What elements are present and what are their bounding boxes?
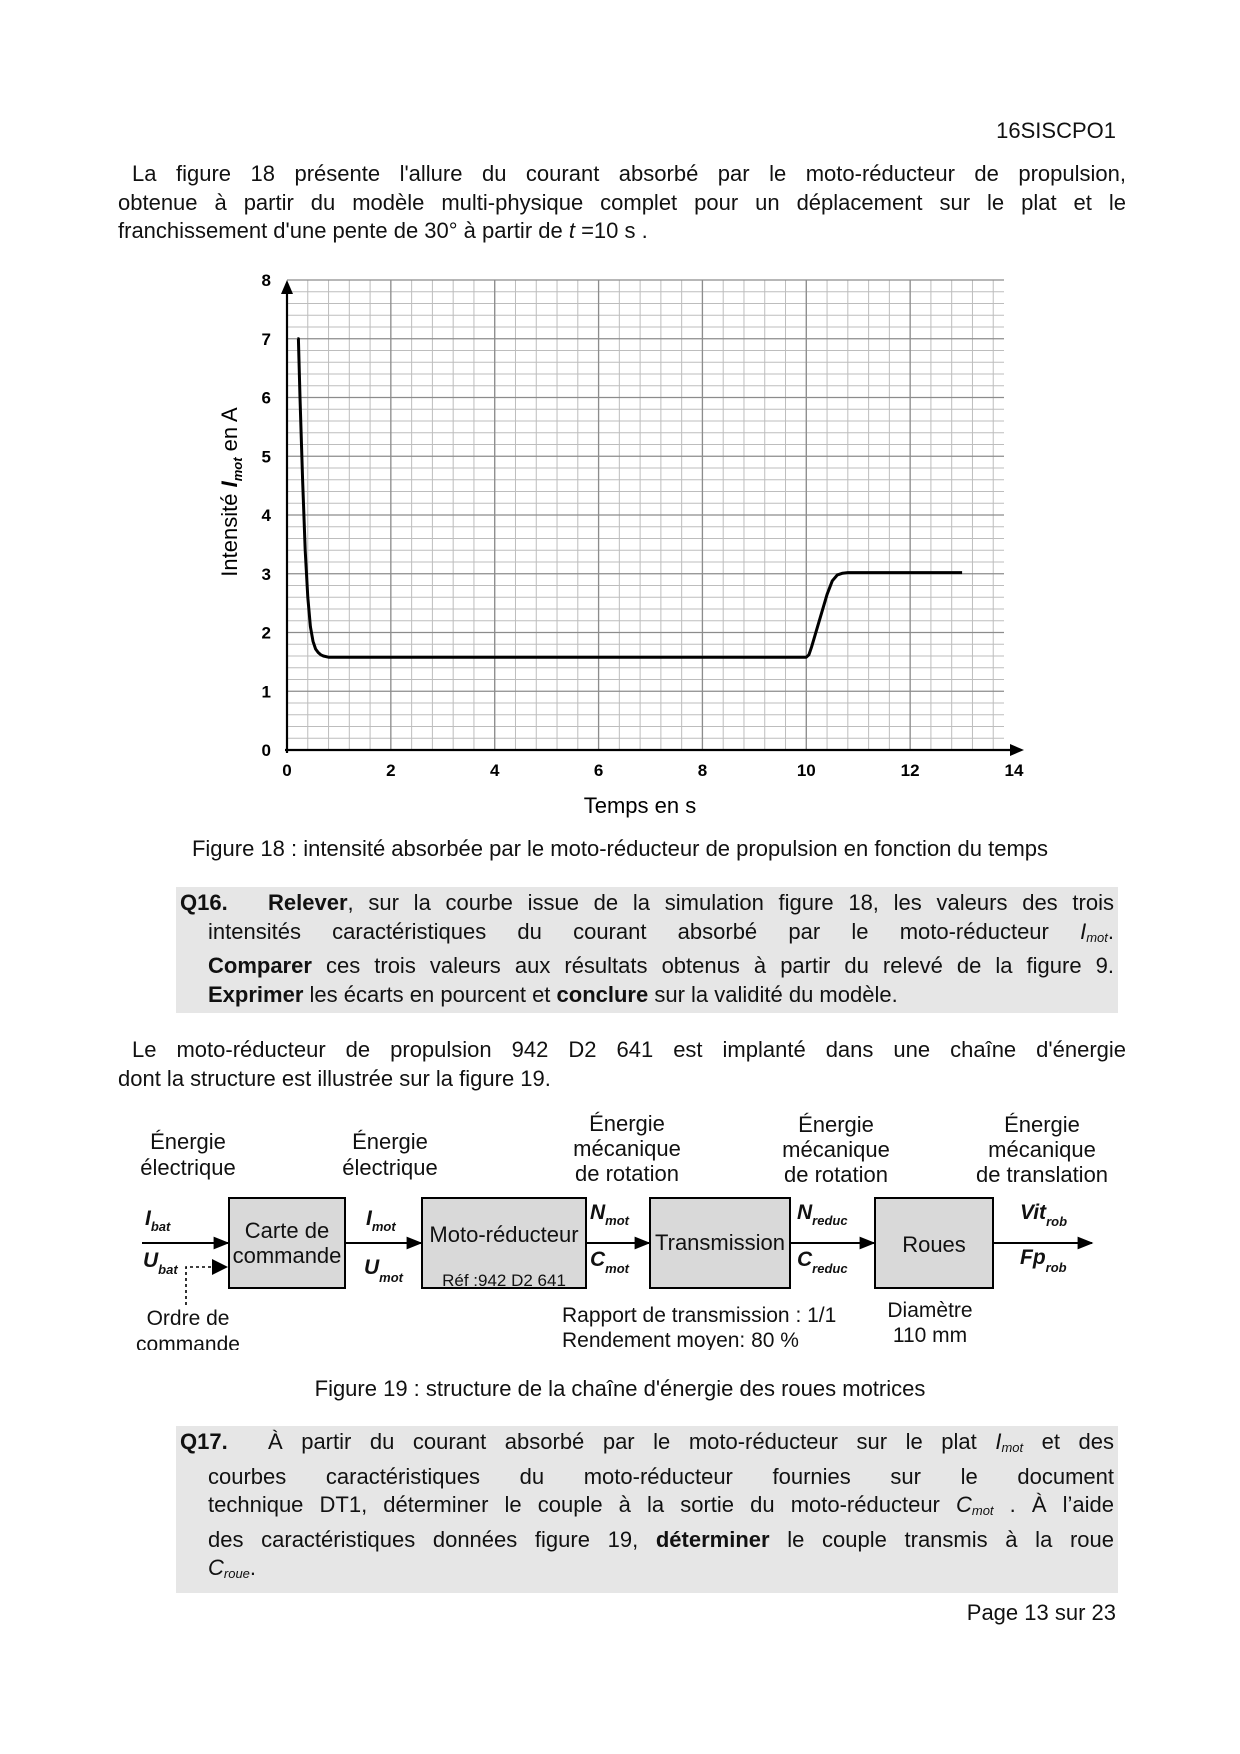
signal-creduc: $C_{reduc}$ [797,1248,848,1276]
x-tick-label: 14 [1004,761,1024,780]
energy-label-2: Énergie électrique [342,1129,438,1180]
signal-umot: $U_{mot}$ [364,1256,404,1285]
q16-number: Q16. [180,890,228,915]
q17-number: Q17. [180,1429,228,1454]
chain-paragraph [118,1036,1126,1093]
figure-19-caption: Figure 19 : structure de la chaîne d'énergie des roues motrices [314,1376,926,1401]
y-tick-label: 8 [261,271,271,290]
q17-line-1: Q17. À partir du courant absorbé par le moto-réducteur sur le plat $I_{mot}$ et des [180,1429,1115,1455]
x-tick-label: 8 [697,761,708,780]
intro-line-3: franchissement d'une pente de 30° à partir de t =10 s . [118,218,648,243]
energy-label-4: Énergie mécanique de rotation [782,1112,890,1187]
signal-ubat: $U_{bat}$ [143,1249,178,1277]
y-tick-label: 3 [261,564,271,584]
document-code: 16SISCPO1 [996,118,1116,143]
chain-line-1: Le moto-réducteur de propulsion 942 D2 641 est implanté dans une chaîne d'énergie [132,1037,1126,1062]
box-roues-label: Roues [902,1232,966,1257]
signal-nmot: $N_{mot}$ [590,1201,630,1228]
q17-line-4: des caractéristiques données figure 19, déterminer le couple transmis à la roue [208,1526,1114,1552]
q17-line-5: $C_{roue}$. [208,1555,257,1582]
figure-19-diagram [0,1090,1240,1350]
q16-line-3: Comparer ces trois valeurs aux résultats obtenus à partir du relevé de la figure 9. [208,953,1114,979]
y-axis-arrow [281,280,293,294]
chart-axes [281,280,1024,756]
signal-vit: Vit$_{rob}$ [1020,1201,1068,1229]
y-tick-label: 5 [261,447,271,467]
y-tick-label: 2 [261,623,271,643]
signal-fp: $Fp_{rob}$ [1020,1246,1067,1275]
figure-18-caption: Figure 18 : intensité absorbée par le moto-réducteur de propulsion en fonction du temps [191,836,1049,861]
y-axis-label: Intensité $I_{mot}$ en A [217,407,245,577]
x-axis-label: Temps en s [583,793,697,818]
question-16-box [176,887,1118,1013]
x-tick-label: 6 [593,761,604,780]
page-number: Page 13 sur 23 [966,1600,1116,1625]
energy-label-5: Énergie mécanique de translation [975,1112,1109,1187]
box-carte-label: Carte de commande [232,1218,342,1268]
q17-line-3: technique DT1, déterminer le couple à la sortie du moto-réducteur $C_{mot}$ . À l’aide [208,1492,1114,1519]
intro-line-2: obtenue à partir du modèle multi-physique complet pour un déplacement sur le plat et le [118,189,1126,215]
question-17-box [176,1426,1118,1593]
chain-line-2: dont la structure est illustrée sur la figure 19. [118,1065,551,1091]
x-axis-arrow [1010,744,1024,756]
y-tick-label: 7 [261,329,271,349]
x-tick-label: 0 [282,761,292,780]
signal-nreduc: $N_{reduc}$ [797,1201,848,1228]
intro-line-1: La figure 18 présente l'allure du courant absorbé par le moto-réducteur de propulsion, [132,161,1126,186]
y-tick-label: 4 [261,506,271,525]
intro-paragraph [118,160,1126,246]
x-tick-label: 12 [900,761,920,780]
box-transmission-label: Transmission [655,1230,785,1255]
figure-18-chart [0,240,1240,840]
box-moto-ref: Réf :942 D2 641 [442,1271,566,1290]
energy-label-3: Énergie mécanique de rotation [573,1111,681,1186]
x-tick-label: 2 [386,761,396,780]
signal-imot: $I_{mot}$ [366,1207,396,1234]
control-order-label: Ordre de commande [136,1307,240,1350]
q16-line-4: Exprimer les écarts en pourcent et conclure sur la validité du modèle. [208,981,898,1007]
signal-cmot: $C_{mot}$ [590,1248,630,1276]
transmission-info: Rapport de transmission : 1/1 Rendement moyen: 80 % [562,1304,837,1350]
control-order-arrowhead [212,1259,228,1275]
wheel-diameter: Diamètre 110 mm [887,1299,973,1347]
energy-label-1: Énergie électrique [140,1129,236,1180]
control-order-line [186,1267,215,1305]
q16-line-2: intensités caractéristiques du courant absorbé par le moto-réducteur $I_{mot}$. [208,918,1114,945]
box-moto-label: Moto-réducteur [429,1222,579,1247]
x-tick-label: 4 [489,761,500,780]
y-tick-label: 0 [261,741,271,760]
signal-ibat: $I_{bat}$ [145,1207,171,1234]
x-tick-label: 10 [796,761,816,780]
q17-line-2: courbes caractéristiques du moto-réducteur fournies sur le document [208,1463,1114,1489]
y-tick-label: 1 [261,682,271,702]
y-tick-label: 6 [261,388,271,408]
q16-line-1: Q16. Relever, sur la courbe issue de la simulation figure 18, les valeurs des trois [180,889,1114,918]
